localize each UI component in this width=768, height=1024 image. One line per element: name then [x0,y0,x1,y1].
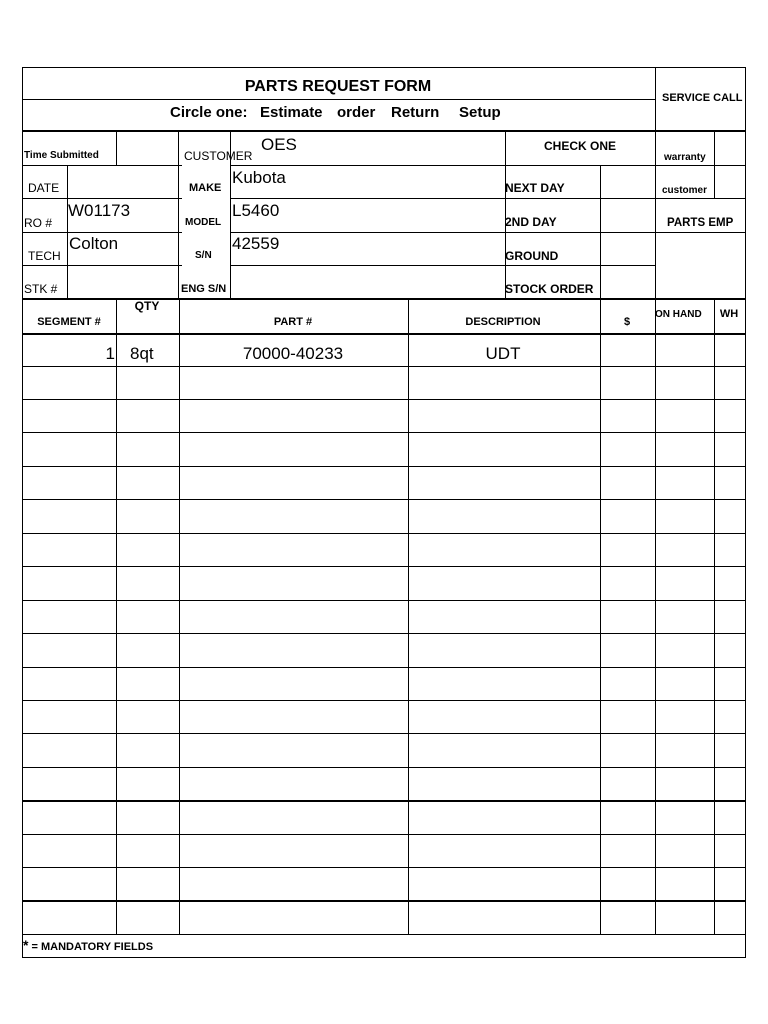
date-field[interactable] [68,166,178,198]
row-qty[interactable]: 8qt [130,344,154,363]
customer-label: CUSTOMER [184,149,253,163]
col-segment: SEGMENT # [37,316,101,328]
stk-label: STK # [24,282,58,296]
row-description[interactable]: UDT [485,344,521,363]
col-wh: WH [719,308,739,320]
eng-sn-field[interactable] [231,266,505,298]
col-part: PART # [273,316,313,328]
ground-checkbox[interactable] [601,233,655,265]
stock-order-label: STOCK ORDER [505,282,594,296]
mandatory-note [23,938,153,953]
make-value[interactable]: Kubota [232,168,286,187]
check-one-label: CHECK ONE [543,139,617,153]
ro-value[interactable]: W01173 [68,201,131,220]
circle-one-label: Circle one: [170,104,248,121]
col-description: DESCRIPTION [465,316,541,328]
time-submitted-label: Time Submitted [24,150,99,161]
second-day-checkbox[interactable] [601,199,655,232]
row-part[interactable]: 70000-40233 [242,344,344,363]
next-day-checkbox[interactable] [601,166,655,198]
option-return[interactable]: Return [391,104,440,121]
col-qty: QTY [134,299,160,313]
ro-label: RO # [24,216,53,230]
col-on-hand: ON HAND [655,309,702,320]
time-submitted-field[interactable] [117,131,178,165]
stock-order-checkbox[interactable] [601,266,655,298]
option-estimate[interactable]: Estimate [260,104,323,121]
customer-check-label: customer [662,185,708,196]
stk-field[interactable] [68,266,178,298]
service-call-label: SERVICE CALL [662,92,743,104]
date-label: DATE [28,181,60,195]
ground-label: GROUND [505,249,559,263]
customer-checkbox[interactable] [715,166,745,198]
row-segment[interactable]: 1 [105,344,115,363]
warranty-checkbox[interactable] [715,131,745,165]
sn-label: S/N [195,250,212,261]
parts-emp-label: PARTS EMP [667,217,734,229]
tech-value[interactable]: Colton [69,234,119,253]
warranty-label: warranty [664,152,706,163]
tech-label: TECH [28,249,61,263]
model-label: MODEL [185,217,222,228]
mandatory-star: * [23,937,29,953]
next-day-label: NEXT DAY [505,181,565,195]
sn-value[interactable]: 42559 [232,234,280,253]
option-setup[interactable]: Setup [459,104,501,121]
mandatory-text: = MANDATORY FIELDS [28,941,154,953]
col-price: $ [623,316,631,328]
make-label: MAKE [189,182,222,194]
eng-sn-label: ENG S/N [181,283,227,295]
model-value[interactable]: L5460 [232,201,280,220]
parts-emp-field[interactable] [656,233,745,298]
form-title: PARTS REQUEST FORM [244,78,432,95]
second-day-label: 2ND DAY [505,215,557,229]
customer-value[interactable]: OES [261,135,297,154]
option-order[interactable]: order [337,104,376,121]
